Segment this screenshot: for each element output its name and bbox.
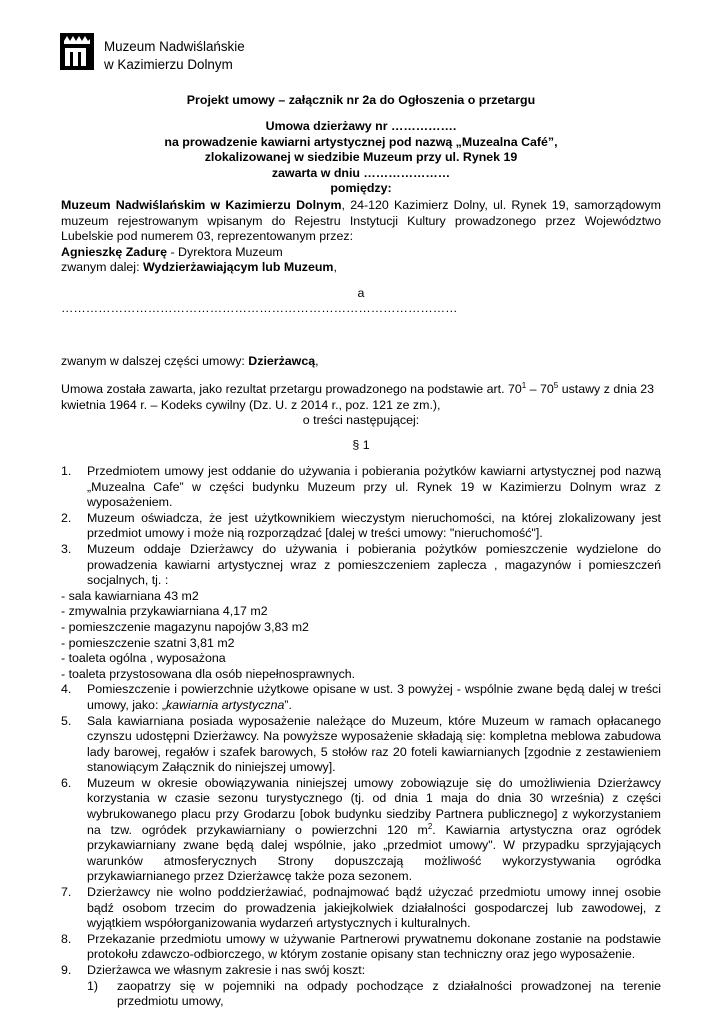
museum-logo [60,33,94,70]
contract-title-line-2: na prowadzenie kawiarni artystycznej pod nazwą „Muzealna Café”, [164,134,558,149]
clause-item [61,714,661,776]
intro-paragraph [61,382,661,413]
called-prefix: zwanym dalej: [61,260,143,274]
party-called [61,260,661,276]
clause-item [61,464,661,511]
clause-number: 5. [61,713,72,728]
intro-text-b: – 70 [526,382,554,396]
clause-item [61,963,661,979]
clause-number: 3. [61,541,72,556]
clause-italic-term: kawiarnia artystyczna [165,697,285,712]
clause-number: 9. [61,963,72,977]
museum-name: Muzeum Nadwiślańskim w Kazimierzu Dolnym [61,198,342,212]
clause-number: 8. [61,931,72,946]
org-line-1: Muzeum Nadwiślańskie [104,39,245,54]
sub-clause-number: 1) [87,978,99,993]
clause-sup: 2 [427,821,433,831]
content-line: o treści następującej: [302,413,420,427]
clause-text: Muzeum oświadcza, że jest użytkownikiem wieczystym nieruchomości, na której zlokalizowany jest przedmiot umowy i może nią rozporządzać [dalej w treści umowy: "nieruchomość"]. [87,510,661,541]
clauses-list [61,464,661,1010]
clause-text: Przedmiotem umowy jest oddanie do używania i pobierania pożytków kawiarni artystycznej pod nazwą „Muzealna Cafe” w części budynku Muzeum przy ul. Rynek 19 w Kazimierzu Dolnym wraz z wyposażeniem. [87,464,661,510]
contract-title-line-3: zlokalizowanej w siedzibie Muzeum przy ul. Rynek 19 [204,150,518,165]
tenant-prefix: zwanym w dalszej części umowy: [61,354,249,368]
sub-clause-item [61,979,661,1010]
clause-item [61,511,661,542]
clause-text: Dzierżawcy nie wolno poddzierżawiać, podnajmować bądź użyczać przedmiotu umowy innej osobie bądź osobom trzecim do prowadzenia jakiejkolwiek działalności gospodarczej lub zawodowej, z wyjątkiem współorganizowania wydarzeń artystycznych i kulturalnych. [87,885,661,931]
clause-number: 6. [61,775,72,790]
clause-text: Przekazanie przedmiotu umowy w używanie Partnerowi prywatnemu dokonane zostanie na podstawie protokołu zdawczo-odbiorczego, w którym zostanie opisany stan techniczny oraz jego wyposażenie. [87,931,661,962]
intro-text-c: ustawy z dnia 23 kwietnia 1964 r. – Kodeks cywilny (Dz. U. z 2014 r., poz. 121 ze zm.), [61,382,654,412]
org-line-2: w Kazimierzu Dolnym [104,57,233,72]
clause-number: 7. [61,885,72,900]
room-list-item: - toaleta przystosowana dla osób niepełnosprawnych. [61,666,356,681]
called-suffix: , [333,260,337,274]
clause-text-b: ”. [284,697,292,712]
clause-text: Muzeum oddaje Dzierżawcy do używania i pobierania pożytków pomieszczenie wydzielone do prowadzenia kawiarni artystycznej wraz z pomieszczeniem zaplecza , magazynów i pomieszczeń socjalnych, tj. : [87,541,661,588]
clause-number: 1. [61,464,72,478]
clause-item [61,776,661,885]
clause-text: Dzierżawca we własnym zakresie i nas swój koszt: [87,963,366,977]
director-name: Agnieszkę Zadurę [61,245,168,259]
clause-number: 4. [61,682,72,697]
intro-text-a: Umowa została zawarta, jako rezultat przetargu prowadzonego na podstawie art. 70 [61,382,522,396]
called-name: Wydzierżawiającym lub Muzeum [142,260,334,274]
organization-name [104,38,245,74]
tenant-placeholder: …………………………………………………………………………………… [61,301,458,315]
museum-description: , 24-120 Kazimierz Dolny, ul. Rynek 19, samorządowym muzeum rejestrowanym wpisanym do Rejestru Instytucji Kultury prowadzonego przez Województwo Lubelskie pod numerem 03, reprezentowanym przez: [61,198,661,244]
intro-sup-1: 1 [521,380,527,390]
clause-item [61,932,661,963]
clause-text: Sala kawiarniana posiada wyposażenie należące do Muzeum, które Muzeum w ramach opłacanego czynszu udostępni Dzierżawcy. Na powyższe wyposażenie składają się: kompletna meblowa zabudowa lady barowej, regałów i szafek barowych, 5 stołów raz 20 foteli kawiarnianych [zgodnie z zestawieniem stanowiącym Załącznik do niniejszej umowy]. [87,713,661,775]
clause-text-a: Pomieszczenie i powierzchnie użytkowe opisane w ust. 3 powyżej - wspólnie zwane będą dalej w treści umowy, jako: „ [87,682,661,712]
clause-text-a: Muzeum w okresie obowiązywania niniejszej umowy zobowiązuje się do umożliwienia Dzierżawcy korzystania w czasie sezonu turystycznego (tj. od dnia 1 maja do dnia 30 września) z części wybrukowanego placu przy Grodarzu [obok budynku siedziby Partnera publicznego] z wykorzystaniem na tzw. ogródek przykawiarniany o powierzchni 120 m [87,775,661,837]
intro-sup-2: 5 [553,380,559,390]
contract-title-line-5: pomiędzy: [330,181,392,196]
room-list-item: - pomieszczenie szatni 3,81 m2 [61,635,235,650]
tenant-name: Dzierżawcą [248,354,316,368]
and-conjunction: a [357,286,365,300]
tenant-suffix: , [315,354,319,368]
section-heading: § 1 [352,438,370,452]
contract-title-line-1: Umowa dzierżawy nr ……………. [265,119,457,133]
sub-clause-text: zaopatrzy się w pojemniki na odpady pochodzące z działalności prowadzonej na terenie przedmiotu umowy, [117,978,661,1009]
room-list-item: - toaleta ogólna , wyposażona [61,651,226,666]
party-tenant [61,354,661,370]
clause-number: 2. [61,510,72,525]
room-list-item: - sala kawiarniana 43 m2 [61,588,199,603]
party-director [61,245,661,261]
director-role: - Dyrektora Muzeum [167,245,283,259]
clause-item [61,885,661,932]
project-title: Projekt umowy – załącznik nr 2a do Ogłoszenia o przetargu [186,93,536,107]
room-list-item: - zmywalnia przykawiarniana 4,17 m2 [61,604,268,619]
contract-title-line-4: zawarta w dniu ………………… [271,165,451,180]
clause-text-b: . Kawiarnia artystyczna oraz ogródek przykawiarniany zwane będą dalej wspólnie, jako „przedmiot umowy". W przypadku sprzyjających warunków atmosferycznych Strony dopuszczają możliwość wykorzystywania ogródka przykawiarnianego przez Dzierżawcę także poza sezonem. [87,822,661,884]
contract-title [61,119,661,197]
room-list-item: - pomieszczenie magazynu napojów 3,83 m2 [61,619,309,634]
clause-item [61,542,661,589]
party-museum [61,198,661,245]
clause-item [61,682,661,713]
